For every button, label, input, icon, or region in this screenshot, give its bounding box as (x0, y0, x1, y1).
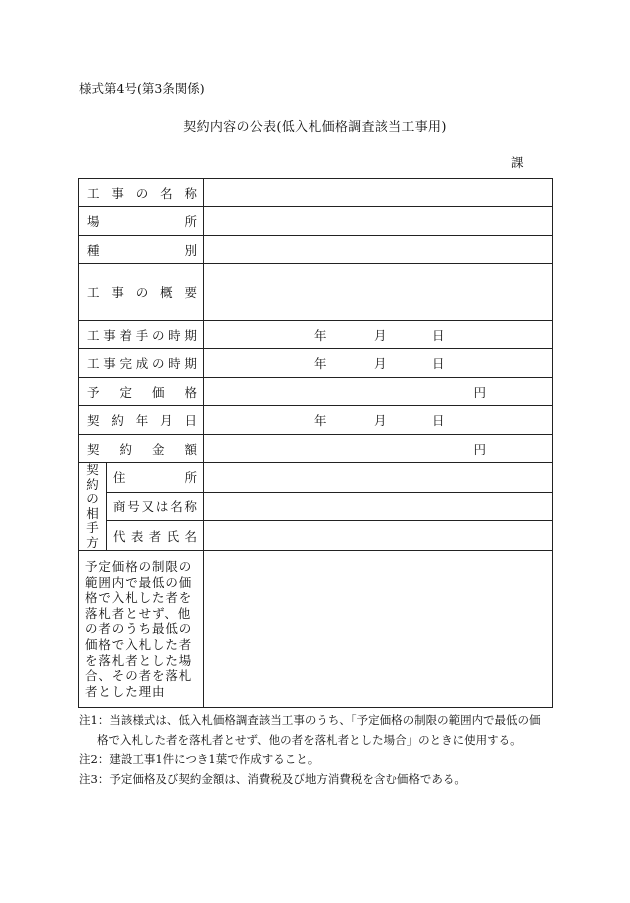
label-char: 氏 (166, 528, 180, 544)
label-char: の (151, 356, 165, 371)
label-location (79, 207, 204, 236)
construction-name-field[interactable] (204, 179, 553, 207)
note-1-line-2: 格で入札した者を落札者とせず、他の者を落札者とした場合」のときに使用する。 (97, 732, 522, 747)
label-representative (107, 521, 204, 551)
contract-amount-field[interactable] (204, 435, 553, 463)
row-location (79, 207, 553, 236)
label-char: 約 (119, 441, 132, 457)
label-char: の (151, 327, 165, 343)
planned-price-field[interactable] (204, 378, 553, 406)
label-char: 価 (151, 384, 165, 400)
label-char: 種 (87, 242, 100, 258)
label-char: 所 (184, 214, 197, 229)
label-char: 要 (184, 285, 197, 300)
label-char: 工 (87, 185, 100, 201)
label-char: 成 (135, 356, 149, 371)
note-3: 注3：予定価格及び契約金額は、消費税及び地方消費税を含む価格である。 (79, 771, 466, 786)
label-char: 約 (111, 413, 124, 428)
row-contract-amount (79, 435, 553, 463)
label-char: 期 (184, 327, 197, 343)
label-char: 月 (160, 413, 173, 428)
yen-label: 円 (473, 384, 486, 400)
label-char: 定 (119, 384, 132, 400)
contract-date-field[interactable] (204, 406, 553, 435)
day-label: 日 (432, 327, 445, 343)
label-char: 名 (160, 185, 173, 201)
label-char: の (135, 285, 149, 300)
label-char: 格 (184, 384, 197, 400)
label-char: 名 (184, 528, 197, 544)
label-char: 別 (184, 242, 197, 258)
day-label: 日 (432, 413, 445, 428)
label-char: 事 (111, 185, 124, 201)
row-type (79, 236, 553, 264)
label-char: 日 (184, 413, 197, 428)
label-char: は (155, 499, 169, 515)
row-contract-date (79, 406, 553, 435)
row-reason (79, 551, 553, 708)
label-char: 期 (184, 356, 197, 371)
label-char: の (135, 185, 149, 201)
label-reason: 予定価格の制限の範囲内で最低の価格で入札した者を落札者とせず、他の者のうち最低の価格で入札した者を落札者とした場合、その者を落札者とした理由 (79, 551, 204, 708)
label-char: 号 (127, 499, 140, 515)
trade-name-field[interactable] (204, 492, 553, 521)
location-field[interactable] (204, 207, 553, 236)
label-char: 額 (184, 441, 197, 457)
form-number: 様式第4号(第3条関係) (79, 81, 205, 96)
type-field[interactable] (204, 236, 553, 264)
label-char: 住 (113, 470, 126, 486)
label-char: 者 (148, 528, 162, 544)
note-1-line-1: 注1：当該様式は、低入札価格調査該当工事のうち、「予定価格の制限の範囲内で最低の価 (79, 713, 541, 727)
label-char: 事 (103, 356, 116, 371)
label-char: 契 (87, 413, 100, 428)
label-overview (79, 264, 204, 321)
label-char: 時 (168, 356, 181, 371)
row-party-representative (79, 521, 553, 551)
notes-section (79, 711, 559, 789)
disclosure-table (78, 178, 553, 708)
row-construction-name (79, 179, 553, 207)
label-char: 所 (184, 470, 197, 486)
department-label: 課 (511, 155, 524, 170)
label-char: 時 (168, 327, 181, 343)
row-overview (79, 264, 553, 321)
note-2: 注2：建設工事1件につき1葉で作成すること。 (79, 752, 320, 766)
label-address (107, 463, 204, 493)
year-label: 年 (314, 413, 327, 428)
row-start-date (79, 321, 553, 349)
label-char: 契 (87, 441, 100, 457)
label-char: 工 (87, 285, 100, 300)
row-planned-price (79, 378, 553, 406)
document-title: 契約内容の公表(低入札価格調査該当工事用) (183, 120, 447, 135)
address-field[interactable] (204, 463, 553, 493)
label-char: 表 (130, 528, 144, 544)
year-label: 年 (314, 327, 327, 343)
label-char: 着 (119, 327, 132, 343)
overview-field[interactable] (204, 264, 553, 321)
label-char: 代 (113, 528, 126, 544)
month-label: 月 (374, 413, 387, 428)
label-trade-name (107, 492, 204, 521)
label-char: 完 (119, 356, 132, 371)
label-char: 工 (87, 356, 100, 371)
label-char: 場 (87, 214, 100, 229)
label-completion-date (79, 349, 204, 378)
year-label: 年 (314, 356, 327, 371)
representative-field[interactable] (204, 521, 553, 551)
label-contract-party: 契約の相手方 (79, 463, 107, 551)
label-char: 商 (113, 499, 126, 515)
label-char: 予 (87, 384, 100, 400)
row-completion-date (79, 349, 553, 378)
month-label: 月 (374, 356, 387, 371)
row-party-address (79, 463, 553, 493)
month-label: 月 (374, 327, 387, 343)
label-construction-name (79, 179, 204, 207)
label-char: 年 (135, 413, 149, 428)
label-contract-date (79, 406, 204, 435)
label-char: 又 (141, 499, 155, 515)
label-char: 工 (87, 327, 100, 343)
label-char: 概 (160, 285, 173, 300)
label-char: 手 (135, 327, 149, 343)
label-type (79, 236, 204, 264)
label-planned-price (79, 378, 204, 406)
label-start-date (79, 321, 204, 349)
day-label: 日 (432, 356, 445, 371)
label-char: 事 (111, 285, 124, 300)
start-date-field[interactable] (204, 321, 553, 349)
reason-field[interactable] (204, 551, 553, 708)
label-char: 金 (151, 441, 165, 457)
label-char: 事 (103, 327, 116, 343)
label-char: 称 (184, 499, 197, 515)
label-char: 称 (184, 185, 197, 201)
completion-date-field[interactable] (204, 349, 553, 378)
yen-label: 円 (473, 441, 486, 457)
label-char: 名 (170, 499, 183, 515)
row-party-trade-name (79, 492, 553, 521)
label-contract-amount (79, 435, 204, 463)
